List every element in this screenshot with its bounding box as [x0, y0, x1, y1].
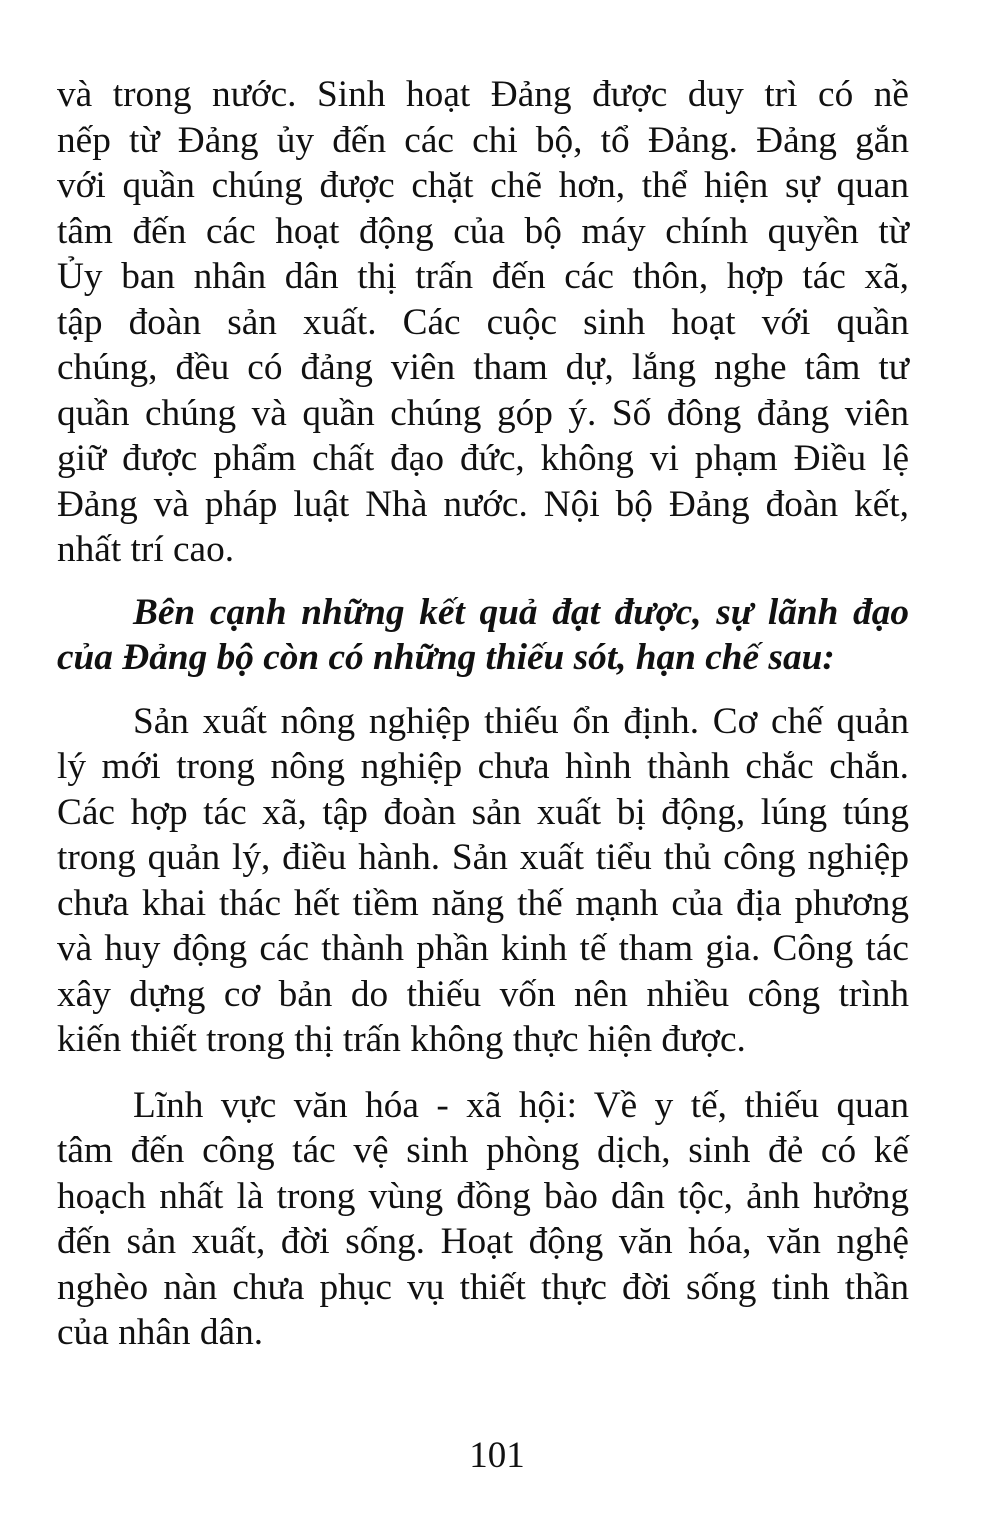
text-line: lý mới trong nông nghiệp chưa hình thành chắc chắn.: [57, 746, 909, 787]
text-line: Bên cạnh những kết quả đạt được, sự lãnh đạo: [133, 591, 909, 633]
paragraph-party-activities: [57, 72, 909, 573]
text-line: hoạch nhất là trong vùng đồng bào dân tộc, ảnh hưởng: [57, 1175, 909, 1217]
text-line: trong quản lý, điều hành. Sản xuất tiểu thủ công nghiệp: [57, 837, 909, 878]
text-line: tâm đến công tác vệ sinh phòng dịch, sinh đẻ có kế: [57, 1130, 909, 1171]
text-line: nhất trí cao.: [57, 529, 235, 570]
text-line: giữ được phẩm chất đạo đức, không vi phạm Điều lệ: [57, 438, 909, 479]
text-line: Lĩnh vực văn hóa - xã hội: Về y tế, thiếu quan: [133, 1084, 909, 1126]
text-line: Sản xuất nông nghiệp thiếu ổn định. Cơ chế quản: [133, 700, 909, 742]
text-line: của Đảng bộ còn có những thiếu sót, hạn chế sau:: [57, 637, 835, 678]
text-line: Đảng và pháp luật Nhà nước. Nội bộ Đảng đoàn kết,: [57, 483, 909, 525]
text-line: với quần chúng được chặt chẽ hơn, thể hiện sự quan: [57, 165, 909, 206]
text-line: và trong nước. Sinh hoạt Đảng được duy trì có nề: [57, 74, 909, 115]
text-line: chúng, đều có đảng viên tham dự, lắng nghe tâm tư: [57, 347, 909, 388]
paragraph-culture-society: [57, 1083, 909, 1356]
page-body: [57, 72, 909, 1356]
text-line: quần chúng và quần chúng góp ý. Số đông đảng viên: [57, 392, 909, 434]
text-line: của nhân dân.: [57, 1312, 264, 1353]
text-line: và huy động các thành phần kinh tế tham gia. Công tác: [57, 928, 909, 969]
text-line: chưa khai thác hết tiềm năng thế mạnh của địa phương: [57, 882, 909, 924]
text-line: xây dựng cơ bản do thiếu vốn nên nhiều công trình: [57, 973, 909, 1015]
text-line: tâm đến các hoạt động của bộ máy chính quyền từ: [57, 210, 909, 252]
text-line: tập đoàn sản xuất. Các cuộc sinh hoạt với quần: [57, 301, 909, 343]
section-heading-shortcomings: [57, 590, 909, 681]
text-line: nếp từ Đảng ủy đến các chi bộ, tổ Đảng. Đảng gắn: [57, 119, 909, 161]
text-line: Ủy ban nhân dân thị trấn đến các thôn, hợp tác xã,: [57, 256, 909, 297]
text-line: Các hợp tác xã, tập đoàn sản xuất bị động, lúng túng: [57, 791, 909, 833]
page-number: 101: [469, 1435, 525, 1476]
paragraph-agriculture: [57, 699, 909, 1063]
text-line: kiến thiết trong thị trấn không thực hiện được.: [57, 1019, 746, 1060]
text-line: đến sản xuất, đời sống. Hoạt động văn hóa, văn nghệ: [57, 1221, 909, 1262]
text-line: nghèo nàn chưa phục vụ thiết thực đời sống tinh thần: [57, 1266, 909, 1308]
